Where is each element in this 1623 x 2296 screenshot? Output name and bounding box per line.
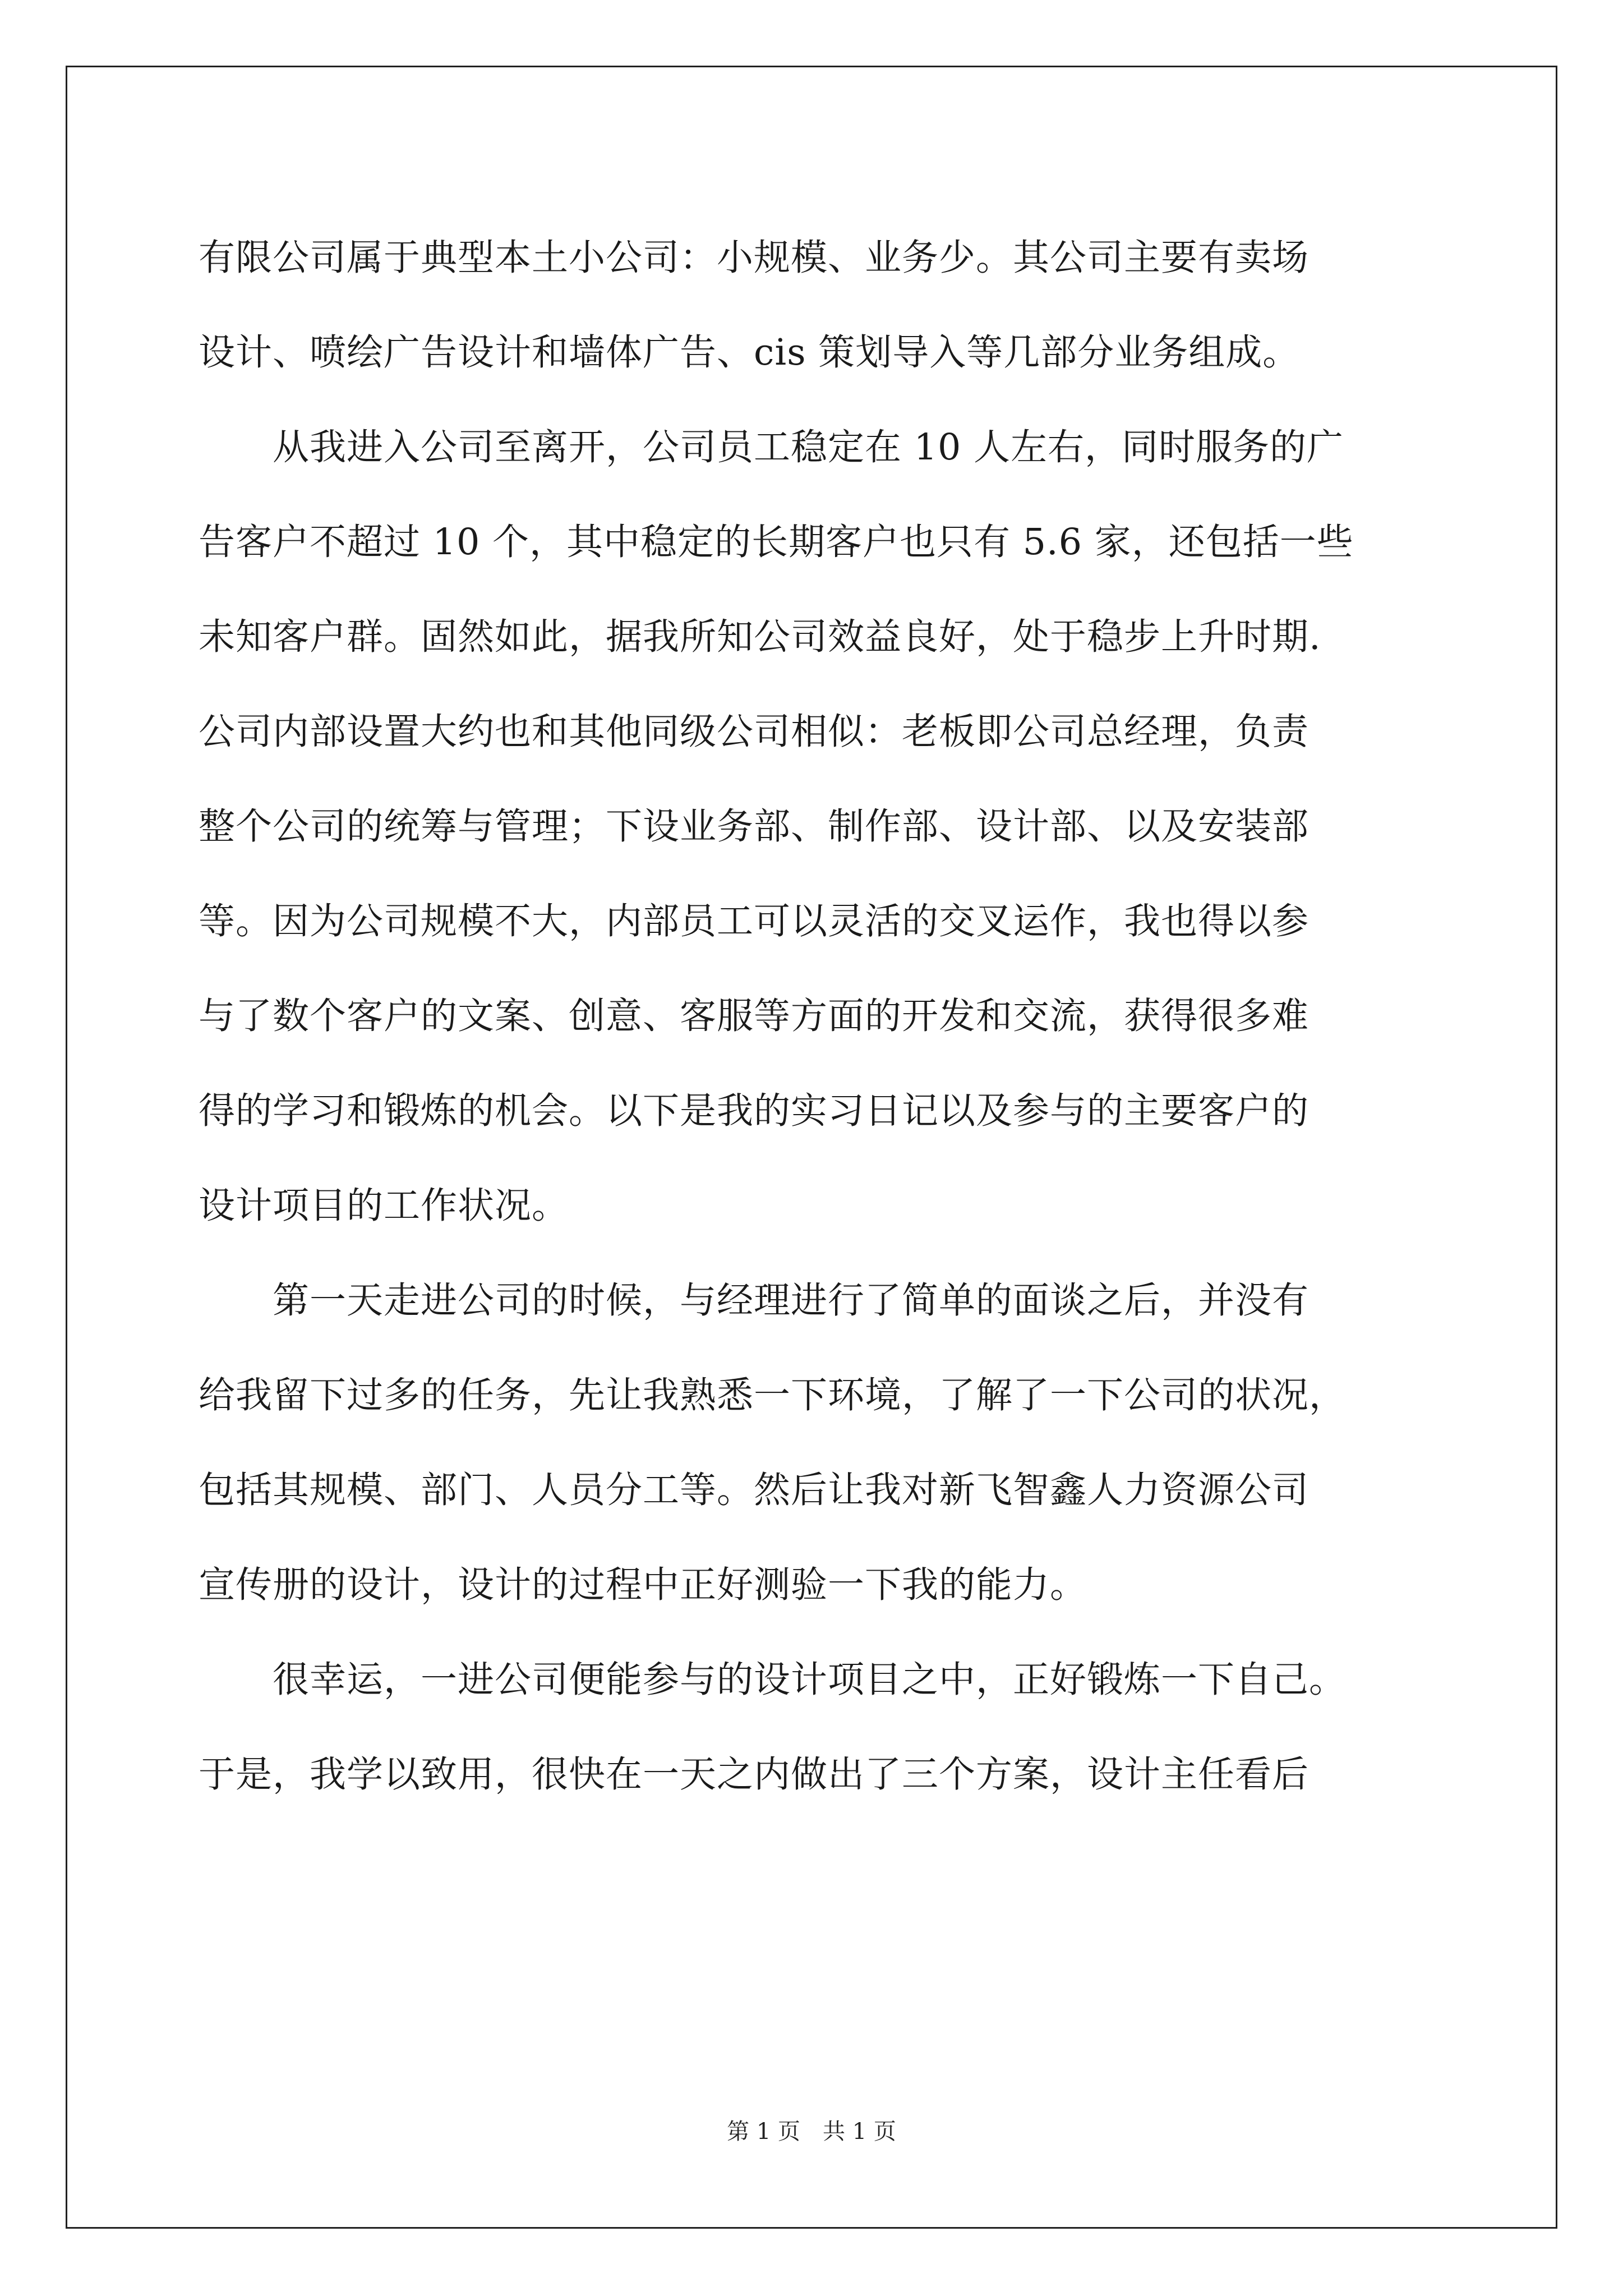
text-line: 公司内部设置大约也和其他同级公司相似：老板即公司总经理，负责 <box>199 711 1310 753</box>
text-line: 很幸运，一进公司便能参与的设计项目之中，正好锻炼一下自己。 <box>199 1659 1347 1701</box>
text-line: 未知客户群。固然如此，据我所知公司效益良好，处于稳步上升时期. <box>199 616 1321 658</box>
text-line: 等。因为公司规模不大，内部员工可以灵活的交叉运作，我也得以参 <box>199 900 1310 942</box>
text-line: 从我进入公司至离开，公司员工稳定在 10 人左右，同时服务的广 <box>199 426 1344 468</box>
text-line: 设计、喷绘广告设计和墙体广告、cis 策划导入等几部分业务组成。 <box>199 332 1300 374</box>
text-line: 给我留下过多的任务，先让我熟悉一下环境，了解了一下公司的状况， <box>199 1374 1347 1416</box>
text-line: 整个公司的统筹与管理；下设业务部、制作部、设计部、以及安装部 <box>199 806 1310 848</box>
text-line: 设计项目的工作状况。 <box>199 1185 569 1227</box>
text-line: 告客户不超过 10 个，其中稳定的长期客户也只有 5.6 家，还包括一些 <box>199 521 1354 563</box>
document-body <box>199 210 1432 1822</box>
text-line: 于是，我学以致用，很快在一天之内做出了三个方案，设计主任看后 <box>199 1754 1310 1796</box>
text-line: 第一天走进公司的时候，与经理进行了简单的面谈之后，并没有 <box>199 1280 1310 1322</box>
text-line: 与了数个客户的文案、创意、客服等方面的开发和交流，获得很多难 <box>199 995 1310 1037</box>
page-number: 第 1 页 共 1 页 <box>727 2119 896 2145</box>
text-line: 包括其规模、部门、人员分工等。然后让我对新飞智鑫人力资源公司 <box>199 1469 1310 1511</box>
text-line: 有限公司属于典型本土小公司：小规模、业务少。其公司主要有卖场 <box>199 237 1310 279</box>
text-line: 得的学习和锻炼的机会。以下是我的实习日记以及参与的主要客户的 <box>199 1090 1310 1132</box>
page-footer <box>0 2115 1623 2148</box>
text-line: 宣传册的设计，设计的过程中正好测验一下我的能力。 <box>199 1564 1087 1606</box>
